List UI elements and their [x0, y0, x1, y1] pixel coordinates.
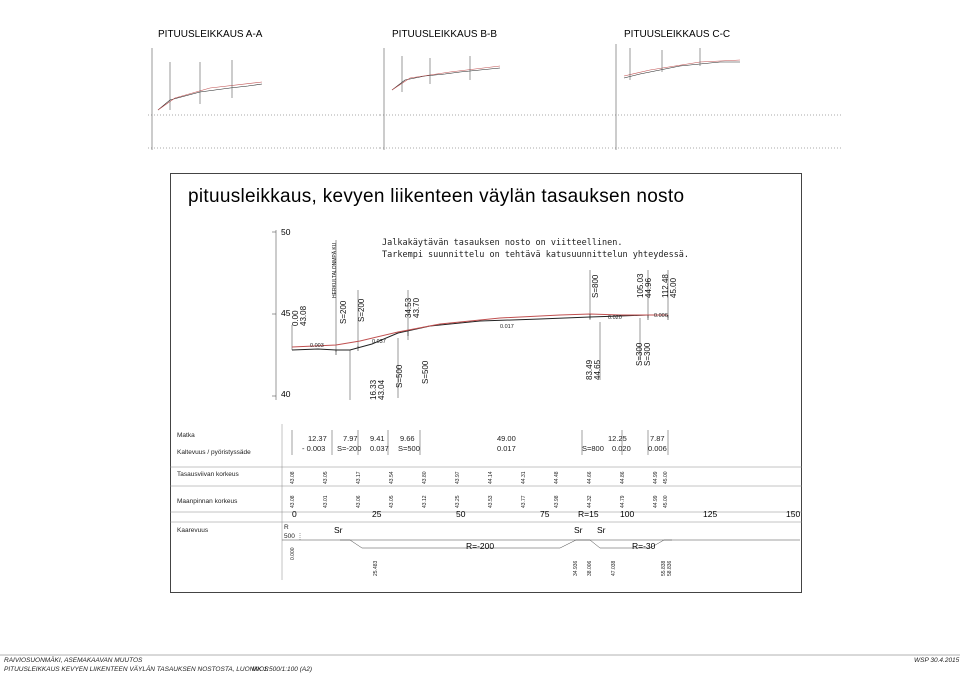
row-label-kaltevuus: Kaltevuus / pyöristyssäde [177, 449, 251, 456]
curv-v5: 55.838 [661, 560, 667, 576]
tas-8: 44.48 [554, 471, 560, 484]
lbl-lv105: 44.96 [644, 277, 653, 298]
lbl-lv83: 44.65 [593, 359, 602, 380]
seg-bot-1: S=-200 [337, 444, 362, 453]
lbl-st34: 34.53 [404, 297, 413, 318]
maa-10: 44.79 [620, 495, 626, 508]
seg-bot-4: 0.017 [497, 444, 516, 453]
lbl-grade1: 0.003 [310, 343, 324, 349]
lbl-s500a: S=500 [395, 364, 404, 388]
curv-v6: 58.836 [667, 560, 673, 576]
maa-8: 43.98 [554, 495, 560, 508]
maa-3: 43.05 [389, 495, 395, 508]
tas-10: 44.86 [620, 471, 626, 484]
row-label-matka: Matka [177, 432, 195, 439]
maa-0: 43.08 [290, 495, 296, 508]
curv-sr3: Sr [597, 525, 606, 535]
tas-2: 43.17 [356, 471, 362, 484]
tas-6: 44.14 [488, 471, 494, 484]
tas-1: 43.05 [323, 471, 329, 484]
tas-12: 45.00 [663, 471, 669, 484]
lbl-st105: 105.03 [636, 273, 645, 298]
seg-top-3: 9.66 [400, 434, 415, 443]
curv-v3: 38.006 [587, 560, 593, 576]
seg-bot-0: - 0.003 [302, 444, 326, 453]
section-title-c: PITUUSLEIKKAUS C-C [624, 29, 731, 40]
lbl-st112: 112.48 [661, 274, 670, 298]
chain-75: 75 [540, 509, 550, 519]
tas-7: 44.31 [521, 471, 527, 484]
maa-1: 43.01 [323, 495, 329, 508]
curv-v2: 34.936 [573, 560, 579, 576]
lbl-lv34: 43.70 [412, 297, 421, 318]
lbl-s800: S=800 [591, 274, 600, 298]
lbl-start-station: 0.00 [291, 310, 300, 326]
tas-3: 43.54 [389, 471, 395, 484]
seg-bot-2: 0.037 [370, 444, 389, 453]
seg-top-0: 12.37 [308, 434, 327, 443]
seg-bot-5: S=800 [582, 444, 604, 453]
maa-12: 45.00 [663, 495, 669, 508]
maa-7: 43.77 [521, 495, 527, 508]
curv-r200: R=-200 [466, 541, 495, 551]
lbl-grade3: 0.017 [500, 324, 514, 330]
main-title: pituusleikkaus, kevyen liikenteen väylän tasauksen nosto [188, 186, 685, 207]
lbl-grade5: 0.006 [654, 313, 668, 319]
row-label-kaarevuus: Kaarevuus [177, 527, 209, 534]
lbl-st16: 16.33 [369, 379, 378, 400]
lbl-s500b: S=500 [421, 360, 430, 384]
seg-top-5: 12.25 [608, 434, 627, 443]
lbl-s200a: S=200 [339, 300, 348, 324]
curv-sr2: Sr [574, 525, 583, 535]
note-line-2: Tarkempi suunnittelu on tehtävä katusuunnittelun yhteydessä. [382, 250, 690, 260]
seg-bot-6: 0.020 [612, 444, 631, 453]
chain-150: 150 [786, 509, 801, 519]
tas-4: 43.80 [422, 471, 428, 484]
maa-2: 43.06 [356, 495, 362, 508]
section-title-a: PITUUSLEIKKAUS A-A [158, 29, 263, 40]
curv-r-value: 500 [284, 533, 295, 540]
row-label-maanpinta: Maanpinnan korkeus [177, 498, 238, 505]
chain-0: 0 [292, 509, 297, 519]
lbl-lv16: 43.04 [377, 379, 386, 400]
lbl-lv112: 45.00 [669, 277, 678, 298]
footer-line-1: RAIVIOSUONMÄKI, ASEMAKAAVAN MUUTOS [4, 657, 143, 664]
footer-company: WSP 30.4.2015 [914, 657, 960, 664]
seg-top-4: 49.00 [497, 434, 516, 443]
footer-scale: MK 1:500/1:100 (A2) [252, 666, 312, 673]
lbl-s200b: S=200 [357, 298, 366, 322]
lbl-start-level: 43.08 [299, 305, 308, 326]
lbl-s300a: S=300 [635, 342, 644, 366]
chain-100: 100 [620, 509, 635, 519]
curv-r-label: R [284, 524, 289, 531]
elev-50: 50 [281, 227, 291, 237]
footer-line-2: PITUUSLEIKKAUS KEVYEN LIIKENTEEN VÄYLÄN TASAUKSEN NOSTOSTA, LUONNOS [4, 666, 269, 673]
tas-9: 44.66 [587, 471, 593, 484]
tas-5: 43.97 [455, 471, 461, 484]
section-title-b: PITUUSLEIKKAUS B-B [392, 29, 498, 40]
curv-sr1: Sr [334, 525, 343, 535]
tas-11: 44.99 [653, 471, 659, 484]
chain-50: 50 [456, 509, 466, 519]
seg-bot-7: 0.006 [648, 444, 667, 453]
seg-bot-3: S=500 [398, 444, 420, 453]
chain-25: 25 [372, 509, 382, 519]
curv-r30: R=-30 [632, 541, 656, 551]
maa-11: 44.99 [653, 495, 659, 508]
note-line-1: Jalkakäytävän tasauksen nosto on viitteellinen. [382, 238, 623, 248]
curv-start: 0.000 [290, 547, 296, 560]
elev-45: 45 [281, 308, 291, 318]
lbl-kerb: HERKULTALONMPÄ KU [332, 242, 338, 298]
lbl-s300b: S=300 [643, 342, 652, 366]
curv-v4: 47.038 [611, 560, 617, 576]
lbl-st83: 83.49 [585, 359, 594, 380]
row-label-tasaus: Tasausviivan korkeus [177, 471, 239, 478]
chain-r15: R=15 [578, 509, 599, 519]
maa-9: 44.32 [587, 495, 593, 508]
maa-5: 43.25 [455, 495, 461, 508]
tas-0: 43.08 [290, 471, 296, 484]
curv-v1: 25.483 [373, 560, 379, 576]
seg-top-2: 9.41 [370, 434, 385, 443]
lbl-grade2: 0.037 [372, 339, 386, 345]
elev-40: 40 [281, 389, 291, 399]
chain-125: 125 [703, 509, 718, 519]
lbl-grade4: 0.020 [608, 315, 622, 321]
maa-6: 43.53 [488, 495, 494, 508]
maa-4: 43.12 [422, 495, 428, 508]
seg-top-6: 7.87 [650, 434, 665, 443]
seg-top-1: 7.97 [343, 434, 358, 443]
